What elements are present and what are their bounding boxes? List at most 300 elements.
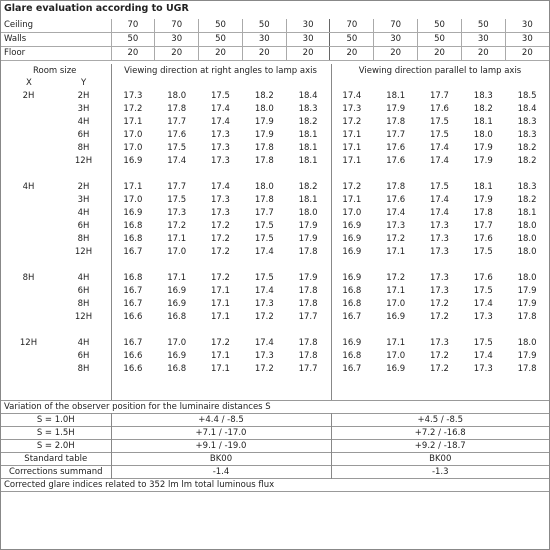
room-y: 3H xyxy=(77,195,90,205)
ugr-value: 17.9 xyxy=(386,104,406,114)
ugr-value: 18.0 xyxy=(167,91,187,101)
ugr-value: 16.9 xyxy=(386,312,406,322)
ugr-value: 17.6 xyxy=(473,273,493,283)
ugr-value: 18.1 xyxy=(298,195,318,205)
ugr-value: 17.9 xyxy=(254,130,274,140)
ugr-value: 17.7 xyxy=(298,364,318,374)
ugr-value: 17.6 xyxy=(386,143,406,153)
ugr-value: 17.8 xyxy=(517,312,537,322)
room-y: 2H xyxy=(77,91,90,101)
ugr-value: 17.7 xyxy=(167,182,187,192)
ugr-value: 17.8 xyxy=(473,208,493,218)
room-y: 8H xyxy=(77,143,90,153)
ugr-value: 17.9 xyxy=(473,195,493,205)
ugr-value: 17.4 xyxy=(342,91,362,101)
room-y: 6H xyxy=(77,130,90,140)
ugr-value: 17.2 xyxy=(211,247,230,257)
ugr-value: 18.1 xyxy=(298,156,318,166)
ugr-value: 17.8 xyxy=(298,247,318,257)
ugr-value: 17.4 xyxy=(473,299,493,309)
ugr-value: 17.4 xyxy=(167,156,187,166)
ugr-row xyxy=(1,116,549,129)
floor-value: 20 xyxy=(199,47,243,61)
room-x xyxy=(1,194,56,207)
ugr-value: 16.8 xyxy=(342,351,362,361)
ugr-value: 16.7 xyxy=(123,247,143,257)
ugr-value: 17.2 xyxy=(211,221,230,231)
ugr-value: 17.8 xyxy=(167,104,187,114)
room-y: 3H xyxy=(77,104,90,114)
ugr-value: 17.7 xyxy=(254,208,274,218)
ugr-value: 17.0 xyxy=(342,208,362,218)
ugr-row xyxy=(1,298,549,311)
ugr-value: 17.3 xyxy=(211,130,230,140)
ugr-value: 16.7 xyxy=(342,312,362,322)
ugr-value: 17.8 xyxy=(254,156,274,166)
room-y: 4H xyxy=(77,208,90,218)
room-y: 6H xyxy=(77,351,90,361)
ugr-value: 17.8 xyxy=(517,364,537,374)
ugr-value: 17.3 xyxy=(386,221,406,231)
ugr-value: 17.9 xyxy=(473,156,493,166)
ugr-value: 17.4 xyxy=(430,143,449,153)
ugr-value: 17.1 xyxy=(167,273,187,283)
ceiling-value: 70 xyxy=(330,19,374,33)
ugr-value: 18.4 xyxy=(517,104,537,114)
ugr-value: 17.6 xyxy=(386,195,406,205)
ugr-value: 18.0 xyxy=(517,234,537,244)
ugr-row xyxy=(1,90,549,103)
ugr-value: 17.4 xyxy=(211,182,230,192)
ugr-value: 17.5 xyxy=(167,143,187,153)
ugr-value: 18.1 xyxy=(298,143,318,153)
ugr-value: 17.1 xyxy=(211,364,230,374)
room-y: 8H xyxy=(77,299,90,309)
group-spacer xyxy=(1,259,549,272)
ugr-value: 17.8 xyxy=(298,299,318,309)
ugr-value: 17.1 xyxy=(342,130,362,140)
walls-value: 50 xyxy=(418,33,462,47)
room-x xyxy=(1,142,56,155)
ugr-row xyxy=(1,272,549,285)
ceiling-value: 50 xyxy=(461,19,505,33)
ugr-value: 17.8 xyxy=(298,286,318,296)
walls-value: 30 xyxy=(374,33,418,47)
ugr-value: 17.4 xyxy=(430,195,449,205)
ugr-value: 17.3 xyxy=(254,351,274,361)
ugr-value: 16.8 xyxy=(123,221,143,231)
corrections-a: -1.4 xyxy=(111,466,331,479)
ugr-value: 17.5 xyxy=(473,247,493,257)
ugr-value: 17.1 xyxy=(342,156,362,166)
standard-table-a: BK00 xyxy=(111,453,331,466)
ceiling-label: Ceiling xyxy=(1,19,111,33)
floor-row xyxy=(1,47,549,61)
ugr-value: 17.1 xyxy=(211,312,230,322)
ugr-value: 18.0 xyxy=(254,182,274,192)
ugr-value: 17.5 xyxy=(254,234,274,244)
room-x xyxy=(1,233,56,246)
ugr-value: 16.8 xyxy=(123,234,143,244)
ugr-value: 17.5 xyxy=(430,182,449,192)
ugr-row xyxy=(1,337,549,350)
ugr-value: 16.6 xyxy=(123,351,143,361)
ugr-value: 17.9 xyxy=(298,221,318,231)
ugr-value: 17.4 xyxy=(211,117,230,127)
room-x: 2H xyxy=(22,91,35,101)
ugr-row xyxy=(1,311,549,324)
parallel-header: Viewing direction parallel to lamp axis xyxy=(358,66,522,76)
direction-header xyxy=(1,64,549,90)
ugr-value: 16.7 xyxy=(123,286,143,296)
room-y: 4H xyxy=(77,273,90,283)
ugr-value: 17.2 xyxy=(386,234,406,244)
ugr-value: 17.9 xyxy=(517,351,537,361)
ugr-value: 17.0 xyxy=(123,143,143,153)
ugr-value: 17.1 xyxy=(386,338,406,348)
ugr-value: 17.4 xyxy=(386,208,406,218)
ugr-row xyxy=(1,103,549,116)
ugr-value: 18.4 xyxy=(298,91,318,101)
ugr-value: 16.9 xyxy=(342,247,362,257)
variation-parallel: +7.2 / -16.8 xyxy=(331,427,549,440)
ugr-value: 17.5 xyxy=(473,286,493,296)
ugr-value: 17.1 xyxy=(123,182,143,192)
ugr-value: 18.3 xyxy=(517,130,537,140)
ugr-value: 17.2 xyxy=(254,312,274,322)
ugr-value: 17.5 xyxy=(473,338,493,348)
ugr-value: 17.1 xyxy=(123,117,143,127)
walls-value: 30 xyxy=(286,33,330,47)
ugr-value: 16.9 xyxy=(342,338,362,348)
room-x xyxy=(1,363,56,376)
ugr-value: 17.3 xyxy=(211,208,230,218)
ugr-value: 18.2 xyxy=(517,143,537,153)
ugr-value: 16.7 xyxy=(123,299,143,309)
room-y: 8H xyxy=(77,364,90,374)
ugr-value: 17.2 xyxy=(167,221,187,231)
ugr-value: 17.3 xyxy=(430,234,449,244)
walls-label: Walls xyxy=(1,33,111,47)
variation-row xyxy=(1,427,549,440)
ugr-value: 17.1 xyxy=(211,286,230,296)
room-y: 4H xyxy=(77,338,90,348)
ceiling-row xyxy=(1,19,549,33)
ugr-value: 16.6 xyxy=(123,364,143,374)
ceiling-value: 70 xyxy=(111,19,155,33)
ugr-value: 17.7 xyxy=(473,221,493,231)
room-x xyxy=(1,207,56,220)
ugr-value: 17.3 xyxy=(430,338,449,348)
ugr-value: 17.1 xyxy=(386,247,406,257)
ugr-row xyxy=(1,350,549,363)
ugr-value: 17.5 xyxy=(254,221,274,231)
reflectance-table xyxy=(1,19,549,61)
ugr-value: 17.3 xyxy=(123,91,143,101)
ugr-row xyxy=(1,246,549,259)
footer-note: Corrected glare indices related to 352 lm lm total luminous flux xyxy=(1,479,549,492)
room-x xyxy=(1,246,56,259)
ugr-value: 17.2 xyxy=(211,273,230,283)
ugr-value: 16.9 xyxy=(342,221,362,231)
room-y: 8H xyxy=(77,234,90,244)
room-y: 12H xyxy=(74,247,93,257)
standard-table-label: Standard table xyxy=(1,453,111,466)
ugr-value: 17.1 xyxy=(342,195,362,205)
ugr-value: 17.6 xyxy=(430,104,449,114)
floor-value: 20 xyxy=(155,47,199,61)
room-x: 4H xyxy=(22,182,35,192)
ugr-value: 17.1 xyxy=(211,299,230,309)
corrections-label: Corrections summand xyxy=(1,466,111,479)
variation-parallel: +4.5 / -8.5 xyxy=(331,414,549,427)
ugr-value: 18.0 xyxy=(254,104,274,114)
ugr-value: 17.0 xyxy=(167,338,187,348)
ugr-value: 16.8 xyxy=(342,299,362,309)
variation-label: Variation of the observer position for the luminaire distances S xyxy=(1,401,549,414)
ugr-value: 18.3 xyxy=(517,182,537,192)
spacer-cell xyxy=(1,168,549,181)
ugr-value: 17.3 xyxy=(430,273,449,283)
ceiling-value: 70 xyxy=(374,19,418,33)
ugr-value: 18.0 xyxy=(517,273,537,283)
ugr-value: 17.2 xyxy=(254,364,274,374)
ugr-values-table xyxy=(1,90,549,376)
variation-row xyxy=(1,440,549,453)
floor-value: 20 xyxy=(374,47,418,61)
ugr-value: 16.9 xyxy=(123,156,143,166)
ugr-value: 17.1 xyxy=(342,143,362,153)
standard-table-b: BK00 xyxy=(331,453,549,466)
ugr-value: 16.8 xyxy=(342,286,362,296)
ugr-value: 18.5 xyxy=(517,91,537,101)
ugr-value: 18.1 xyxy=(473,182,493,192)
ugr-value: 18.1 xyxy=(517,208,537,218)
room-y: 6H xyxy=(77,286,90,296)
spacing-label: S = 1.5H xyxy=(1,427,111,440)
variation-right-angles: +7.1 / -17.0 xyxy=(111,427,331,440)
ugr-value: 17.2 xyxy=(342,182,362,192)
ugr-value: 16.7 xyxy=(123,338,143,348)
ugr-value: 16.9 xyxy=(342,234,362,244)
ugr-row xyxy=(1,285,549,298)
variation-right-angles: +4.4 / -8.5 xyxy=(111,414,331,427)
walls-value: 50 xyxy=(330,33,374,47)
ugr-value: 17.4 xyxy=(211,104,230,114)
ugr-value: 17.0 xyxy=(386,351,406,361)
room-x xyxy=(1,129,56,142)
ugr-value: 17.8 xyxy=(386,117,406,127)
ugr-value: 17.0 xyxy=(386,299,406,309)
group-spacer xyxy=(1,168,549,181)
ugr-value: 17.3 xyxy=(342,104,362,114)
ceiling-value: 50 xyxy=(199,19,243,33)
room-x xyxy=(1,103,56,116)
ugr-value: 18.2 xyxy=(517,195,537,205)
walls-value: 30 xyxy=(155,33,199,47)
walls-value: 50 xyxy=(111,33,155,47)
ugr-value: 17.5 xyxy=(167,195,187,205)
ugr-value: 17.9 xyxy=(473,143,493,153)
floor-value: 20 xyxy=(418,47,462,61)
floor-value: 20 xyxy=(461,47,505,61)
ugr-value: 18.1 xyxy=(386,91,406,101)
variation-table xyxy=(1,400,549,492)
ugr-value: 18.3 xyxy=(473,91,493,101)
ugr-value: 17.7 xyxy=(298,312,318,322)
ugr-value: 18.1 xyxy=(473,117,493,127)
variation-right-angles: +9.1 / -19.0 xyxy=(111,440,331,453)
floor-value: 20 xyxy=(111,47,155,61)
ugr-value: 18.0 xyxy=(517,247,537,257)
ugr-value: 17.0 xyxy=(123,195,143,205)
ugr-value: 18.1 xyxy=(298,130,318,140)
floor-value: 20 xyxy=(330,47,374,61)
ugr-value: 17.9 xyxy=(517,286,537,296)
room-y: 4H xyxy=(77,117,90,127)
ugr-value: 17.4 xyxy=(473,351,493,361)
table-title: Glare evaluation according to UGR xyxy=(4,3,189,14)
ugr-value: 16.8 xyxy=(123,273,143,283)
ugr-value: 18.3 xyxy=(298,104,318,114)
room-y: 12H xyxy=(74,156,93,166)
variation-row xyxy=(1,414,549,427)
ugr-value: 18.2 xyxy=(298,117,318,127)
ugr-value: 16.9 xyxy=(386,364,406,374)
ugr-value: 17.4 xyxy=(430,156,449,166)
ugr-value: 17.5 xyxy=(254,273,274,283)
ugr-value: 17.2 xyxy=(123,104,143,114)
ugr-value: 16.9 xyxy=(167,351,187,361)
floor-value: 20 xyxy=(505,47,549,61)
ugr-value: 17.5 xyxy=(211,91,230,101)
ugr-value: 17.2 xyxy=(386,273,406,283)
ugr-value: 17.0 xyxy=(123,130,143,140)
room-y: 6H xyxy=(77,221,90,231)
ugr-value: 16.9 xyxy=(167,299,187,309)
ugr-row xyxy=(1,194,549,207)
right-angles-header: Viewing direction at right angles to lamp axis xyxy=(124,66,317,76)
ugr-value: 17.3 xyxy=(167,208,187,218)
walls-row xyxy=(1,33,549,47)
ugr-value: 17.3 xyxy=(430,286,449,296)
ugr-row xyxy=(1,207,549,220)
ugr-value: 16.8 xyxy=(167,312,187,322)
ugr-value: 17.7 xyxy=(386,130,406,140)
ceiling-value: 30 xyxy=(286,19,330,33)
ugr-value: 17.8 xyxy=(386,182,406,192)
room-x xyxy=(1,155,56,168)
room-x xyxy=(1,298,56,311)
ugr-value: 16.8 xyxy=(167,364,187,374)
variation-parallel: +9.2 / -18.7 xyxy=(331,440,549,453)
room-x xyxy=(1,285,56,298)
ugr-row xyxy=(1,233,549,246)
walls-value: 30 xyxy=(242,33,286,47)
ugr-value: 17.2 xyxy=(430,299,449,309)
ugr-value: 16.7 xyxy=(342,364,362,374)
ugr-value: 17.9 xyxy=(298,273,318,283)
ugr-value: 17.9 xyxy=(254,117,274,127)
ugr-value: 17.2 xyxy=(430,351,449,361)
ugr-row xyxy=(1,142,549,155)
floor-label: Floor xyxy=(1,47,111,61)
ugr-value: 17.6 xyxy=(167,130,187,140)
ugr-value: 17.2 xyxy=(211,234,230,244)
ugr-row xyxy=(1,363,549,376)
ugr-value: 17.3 xyxy=(254,299,274,309)
ugr-value: 18.2 xyxy=(298,182,318,192)
ugr-value: 17.6 xyxy=(473,234,493,244)
room-y: 12H xyxy=(74,312,93,322)
floor-value: 20 xyxy=(286,47,330,61)
ugr-row xyxy=(1,181,549,194)
ugr-value: 17.8 xyxy=(298,351,318,361)
ugr-value: 17.2 xyxy=(211,338,230,348)
ugr-value: 18.2 xyxy=(473,104,493,114)
room-x xyxy=(1,311,56,324)
ceiling-value: 70 xyxy=(155,19,199,33)
ceiling-value: 50 xyxy=(242,19,286,33)
ugr-value: 17.3 xyxy=(211,143,230,153)
ugr-row xyxy=(1,220,549,233)
ugr-value: 16.9 xyxy=(342,273,362,283)
group-spacer xyxy=(1,324,549,337)
ugr-value: 17.1 xyxy=(386,286,406,296)
ugr-value: 18.0 xyxy=(473,130,493,140)
ugr-value: 17.7 xyxy=(167,117,187,127)
ugr-value: 17.2 xyxy=(430,364,449,374)
ugr-value: 17.5 xyxy=(430,117,449,127)
spacer-cell xyxy=(1,324,549,337)
ugr-value: 17.8 xyxy=(254,143,274,153)
ceiling-value: 50 xyxy=(418,19,462,33)
y-label: Y xyxy=(81,78,87,88)
ugr-value: 18.0 xyxy=(517,221,537,231)
ugr-value: 17.3 xyxy=(430,221,449,231)
corrections-b: -1.3 xyxy=(331,466,549,479)
ugr-value: 17.4 xyxy=(430,208,449,218)
ugr-value: 16.6 xyxy=(123,312,143,322)
walls-value: 30 xyxy=(505,33,549,47)
ugr-value: 17.1 xyxy=(211,351,230,361)
ugr-value: 18.0 xyxy=(517,338,537,348)
walls-value: 50 xyxy=(199,33,243,47)
walls-value: 30 xyxy=(461,33,505,47)
ugr-value: 17.7 xyxy=(430,91,449,101)
ugr-value: 17.6 xyxy=(386,156,406,166)
ugr-value: 17.0 xyxy=(167,247,187,257)
spacer-cell xyxy=(1,259,549,272)
ugr-value: 17.5 xyxy=(430,130,449,140)
ugr-value: 18.3 xyxy=(517,117,537,127)
room-x xyxy=(1,350,56,363)
ugr-value: 17.9 xyxy=(298,234,318,244)
ugr-value: 17.3 xyxy=(211,195,230,205)
ugr-value: 17.3 xyxy=(211,156,230,166)
ugr-value: 17.2 xyxy=(430,312,449,322)
ugr-row xyxy=(1,129,549,142)
ugr-value: 18.0 xyxy=(298,208,318,218)
floor-value: 20 xyxy=(242,47,286,61)
ugr-value: 17.3 xyxy=(430,247,449,257)
ugr-value: 17.4 xyxy=(254,247,274,257)
ugr-value: 17.3 xyxy=(473,312,493,322)
ugr-value: 17.9 xyxy=(517,299,537,309)
x-label: X xyxy=(26,78,32,88)
room-x: 8H xyxy=(22,273,35,283)
ugr-value: 17.8 xyxy=(254,195,274,205)
